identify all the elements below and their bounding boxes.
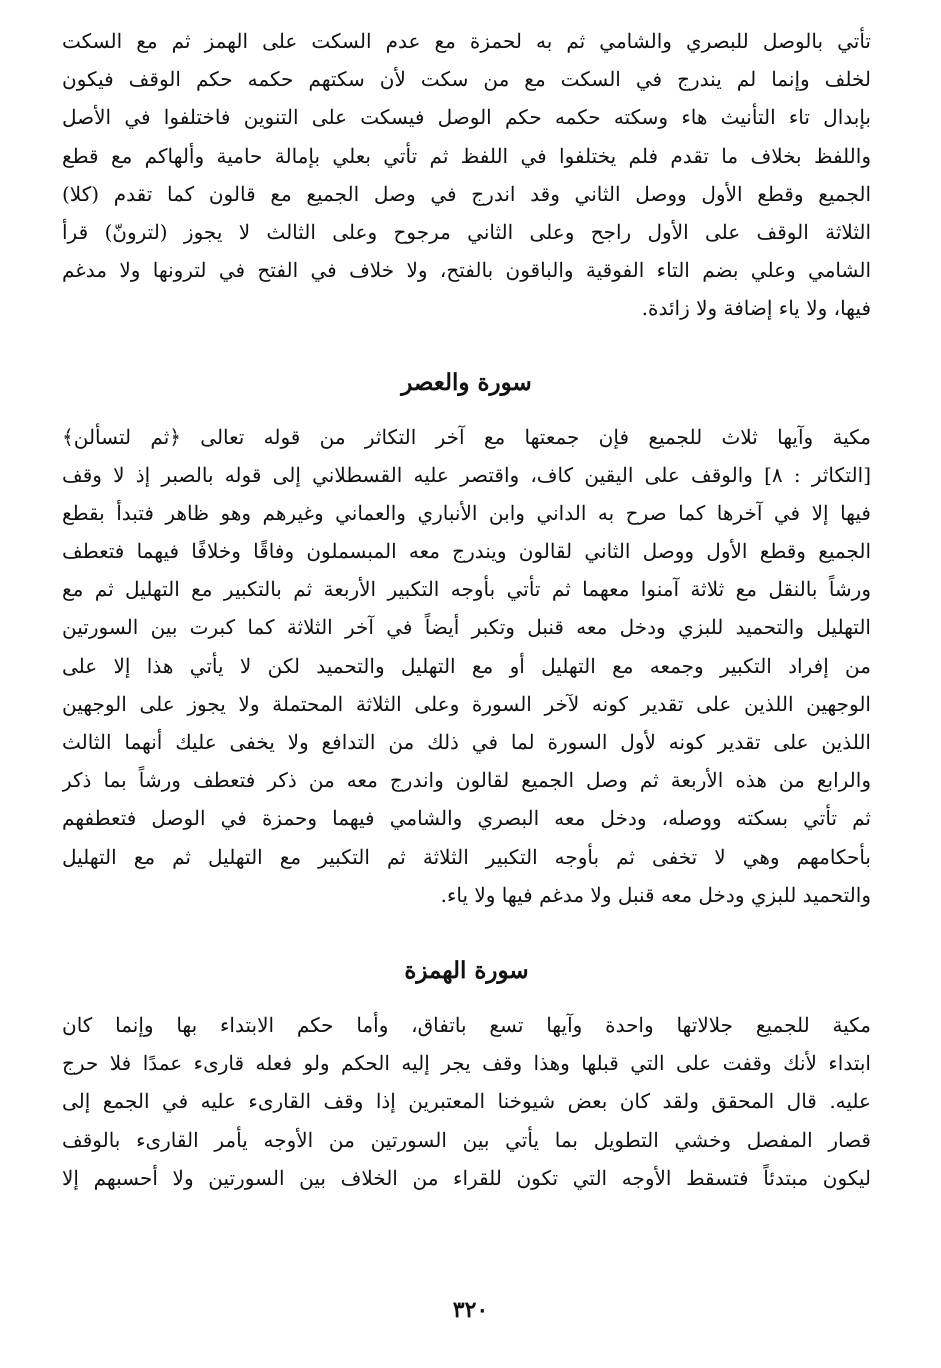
text-line: من إفراد التكبير وجمعه مع التهليل أو مع التهليل والتحميد لكن لا يأتي هذا إلا على [62, 653, 871, 678]
paragraph-asr [62, 418, 871, 914]
text-line: فيها إلا في آخرها كما صرح به الداني وابن الأنباري والعماني وغيرهم وهو ظاهر فتبدأ بقطع [62, 500, 871, 525]
text-line: ثم تأتي بسكته ووصله، ودخل معه البصري والشامي فيهما وحمزة في الوصل فتعطفهم [62, 806, 871, 831]
text-line: اللذين على تقدير كونه لأول السورة لما في ذلك من التدافع ولا يخفى عليك أنهما الثالث [62, 730, 871, 754]
text-line: والتحميد للبزي ودخل معه قنبل ولا مدغم فيها ولا ياء. [440, 882, 871, 907]
section-heading-humaza: سورة الهمزة [404, 956, 529, 984]
text-line: الوجهين اللذين على تقدير كونه لآخر السورة وعلى الثلاثة المحتملة ولا يجوز على الوجهين [62, 691, 871, 716]
text-line: فيها، ولا ياء إضافة ولا زائدة. [641, 296, 871, 321]
text-line: ليكون مبتدئاً فتسقط الأوجه التي تكون للقراء من الخلاف بين السورتين ولا أحسبهم إلا [62, 1165, 871, 1190]
text-line: بإبدال تاء التأنيث هاء وسكته حكمه حكم الوصل فيسكت على التنوين فاختلفوا في الأصل [62, 105, 871, 130]
text-line: عليه. قال المحقق ولقد كان بعض شيوخنا المعتبرين إذا وقف القارىء عليه في الجمع إلى [62, 1089, 871, 1114]
text-line: قصار المفصل وخشي التطويل بما يأتي بين السورتين من الأوجه يأمر القارىء بالوقف [62, 1127, 871, 1152]
text-line: الثلاثة الوقف على الأول راجح وعلى الثاني مرجوح وعلى الثالث لا يجوز (لترونّ) قرأ [62, 219, 871, 244]
text-line: تأتي بالوصل للبصري والشامي ثم به لحمزة مع عدم السكت على الهمز ثم مع السكت [62, 29, 871, 53]
text-line: التهليل والتحميد للبزي ودخل معه قنبل وتكبر أيضاً في آخر الثلاثة كما كبرت بين السورتين [62, 615, 871, 640]
text-line: ابتداء لأنك وقفت على التي قبلها وهذا وقف يجر إليه الحكم ولو فعله قارىء عمدًا فلا حرج [62, 1051, 871, 1076]
text-line: الجميع وقطع الأول ووصل الثاني لقالون ويندرج معه المبسملون وفاقًا وخلافًا فيهما فتعطف [62, 539, 871, 564]
text-line: لخلف وإنما لم يندرج في السكت مع من سكت لأن سكتهم حكمه حكم الوقف فيكون [62, 67, 871, 92]
paragraph-humaza [62, 1006, 871, 1197]
page-number: ٣٢٠ [452, 1297, 489, 1323]
text-line: [التكاثر : ٨] والوقف على اليقين كاف، واقتصر عليه القسطلاني إلى قوله بالصبر إذ لا وقف [62, 462, 871, 487]
text-line: الشامي وعلي بضم التاء الفوقية والباقون بالفتح، ولا خلاف في الفتح في لترونها ولا مدغم [62, 258, 871, 283]
text-line: ورشاً بالنقل مع ثلاثة آمنوا معهما ثم تأتي بأوجه التكبير الأربعة ثم بالتكبير مع التهليل ثم مع [62, 577, 871, 602]
paragraph-intro [62, 22, 871, 328]
section-heading-asr: سورة والعصر [401, 368, 532, 396]
text-line: مكية للجميع جلالاتها واحدة وآيها تسع باتفاق، وأما حكم الابتداء بها وإنما كان [62, 1012, 871, 1037]
text-line: بأحكامهم وهي لا تخفى ثم بأوجه التكبير الثلاثة ثم التكبير مع التهليل ثم مع التهليل [62, 844, 871, 869]
text-line: الجميع وقطع الأول ووصل الثاني وقد اندرج في وصل الجميع مع قالون كما تقدم (كلا) [62, 181, 871, 206]
text-line: واللفظ بخلاف ما تقدم فلم يختلفوا في اللفظ ثم تأتي بعلي بإمالة حامية وألهاكم مع قطع [62, 143, 871, 168]
text-line: والرابع من هذه الأربعة ثم وصل الجميع لقالون واندرج معه من ذكر فتعطف ورشاً بما ذكر [62, 768, 871, 793]
text-line: مكية وآيها ثلاث للجميع فإن جمعتها مع آخر التكاثر من قوله تعالى ﴿ثم لتسألن﴾ [62, 424, 871, 449]
page-body [62, 22, 871, 1338]
